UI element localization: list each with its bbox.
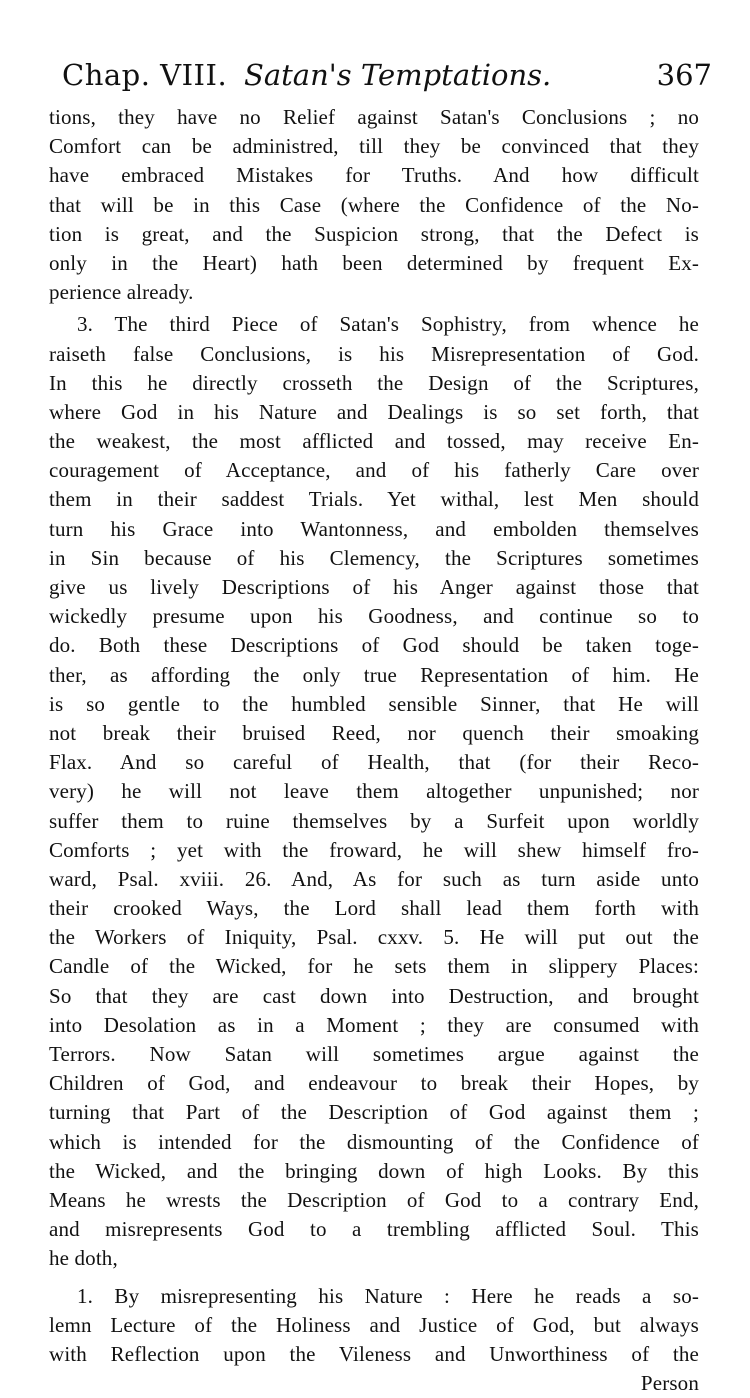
running-header xyxy=(62,58,712,102)
text-line: only in the Heart) hath been determined by frequent Ex- xyxy=(49,250,699,275)
page-number: 367 xyxy=(656,58,712,92)
text-line: raiseth false Conclusions, is his Misrepresentation of God. xyxy=(49,341,699,366)
text-line: Means he wrests the Description of God to a contrary End, xyxy=(49,1187,699,1212)
text-line: Candle of the Wicked, for he sets them in slippery Places: xyxy=(49,954,699,979)
text-line: tion is great, and the Suspicion strong, that the Defect is xyxy=(49,221,699,246)
text-line: very) he will not leave them altogether unpunished; nor xyxy=(49,779,699,804)
text-line: Comfort can be administred, till they be convinced that they xyxy=(49,134,699,159)
running-title: Satan's Temptations. xyxy=(244,58,552,92)
text-line: with Reflection upon the Vileness and Unworthiness of the xyxy=(49,1341,699,1366)
text-line: have embraced Mistakes for Truths. And how difficult xyxy=(49,163,699,188)
text-line: and misrepresents God to a trembling afflicted Soul. This xyxy=(49,1217,699,1242)
text-line: the Workers of Iniquity, Psal. cxxv. 5. He will put out the xyxy=(49,925,699,950)
text-line: Comforts ; yet with the froward, he will shew himself fro- xyxy=(49,837,699,862)
text-line: not break their bruised Reed, nor quench their smoaking xyxy=(49,720,699,745)
text-line: them in their saddest Trials. Yet withal, lest Men should xyxy=(49,487,699,512)
text-line: give us lively Descriptions of his Anger against those that xyxy=(49,575,699,599)
text-line: into Desolation as in a Moment ; they are consumed with xyxy=(49,1012,699,1037)
page-body xyxy=(49,103,699,1398)
text-line: perience already. xyxy=(49,280,194,305)
text-line: that will be in this Case (where the Confidence of the No- xyxy=(49,192,699,217)
text-line: lemn Lecture of the Holiness and Justice of God, but always xyxy=(49,1312,699,1337)
text-line: Terrors. Now Satan will sometimes argue against the xyxy=(49,1042,699,1066)
text-line: the weakest, the most afflicted and tossed, may receive En- xyxy=(49,429,699,454)
chapter-heading: Chap. VIII. xyxy=(62,58,228,92)
text-line: which is intended for the dismounting of the Confidence of xyxy=(49,1129,699,1154)
text-line: the Wicked, and the bringing down of high Looks. By this xyxy=(49,1158,699,1183)
text-line: turning that Part of the Description of God against them ; xyxy=(49,1100,699,1125)
text-line: couragement of Acceptance, and of his fatherly Care over xyxy=(49,458,699,483)
text-line: Children of God, and endeavour to break their Hopes, by xyxy=(49,1071,699,1096)
text-line: is so gentle to the humbled sensible Sinner, that He will xyxy=(49,691,699,716)
catchword: Person xyxy=(640,1371,699,1396)
text-line: In this he directly crosseth the Design of the Scriptures, xyxy=(49,370,699,395)
text-line: Flax. And so careful of Health, that (for their Reco- xyxy=(49,750,699,775)
text-line: wickedly presume upon his Goodness, and continue so to xyxy=(49,604,699,629)
text-line: do. Both these Descriptions of God should be taken toge- xyxy=(49,633,699,658)
paragraph-start-line: 1. By misrepresenting his Nature : Here he reads a so- xyxy=(77,1283,699,1308)
text-line: their crooked Ways, the Lord shall lead them forth with xyxy=(49,896,699,921)
text-line: So that they are cast down into Destruction, and brought xyxy=(49,983,699,1008)
text-line: in Sin because of his Clemency, the Scriptures sometimes xyxy=(49,545,699,570)
text-line: tions, they have no Relief against Satan's Conclusions ; no xyxy=(49,105,699,129)
text-line: suffer them to ruine themselves by a Surfeit upon worldly xyxy=(49,808,699,833)
text-line: turn his Grace into Wantonness, and embolden themselves xyxy=(49,516,699,541)
text-line: he doth, xyxy=(49,1246,118,1271)
text-line: where God in his Nature and Dealings is so set forth, that xyxy=(49,399,699,424)
text-line: ward, Psal. xviii. 26. And, As for such as turn aside unto xyxy=(49,866,699,891)
paragraph-start-line: 3. The third Piece of Satan's Sophistry, from whence he xyxy=(77,312,699,337)
text-line: ther, as affording the only true Representation of him. He xyxy=(49,662,699,687)
